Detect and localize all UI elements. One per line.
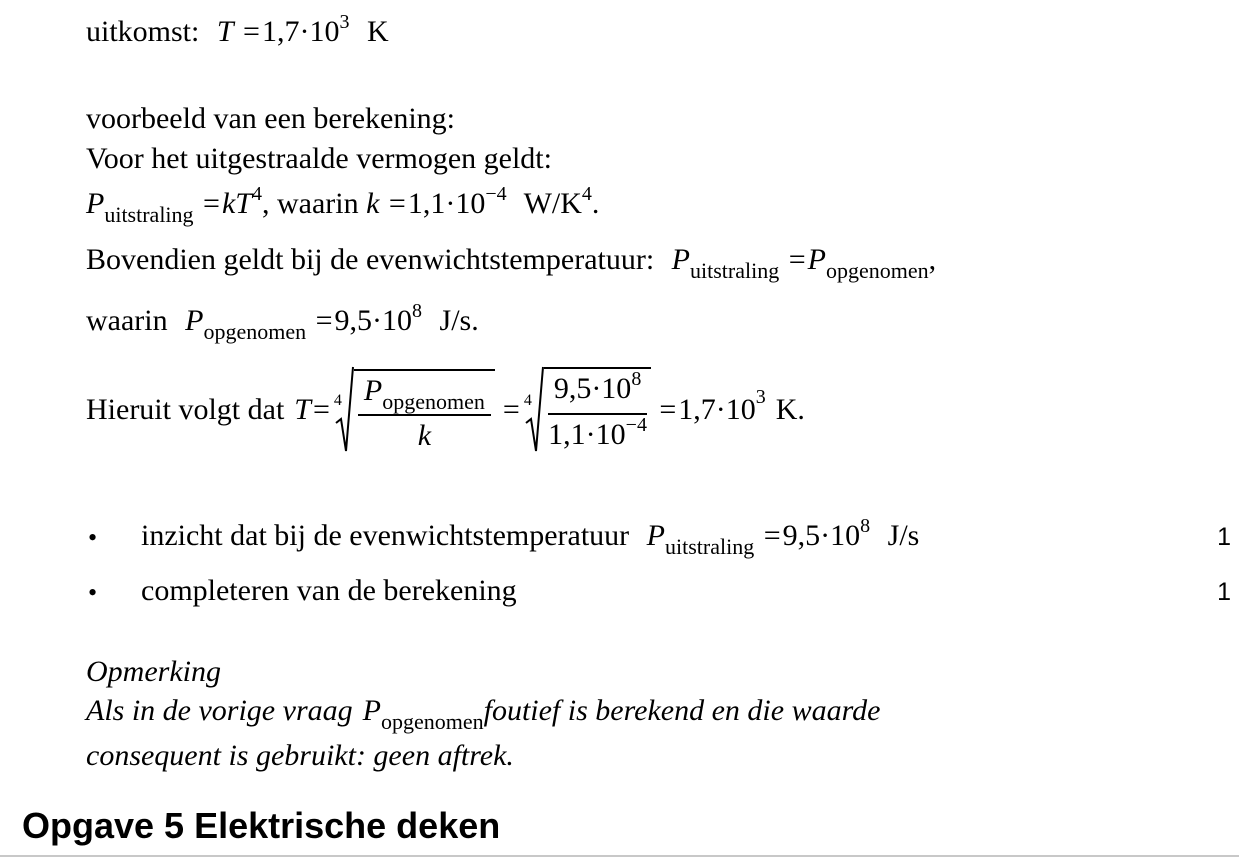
root-content-2 xyxy=(544,367,652,456)
root-index-1: 4 xyxy=(333,392,342,409)
result-mantissa: 1,7·10 xyxy=(678,393,756,426)
absorbed-sub: opgenomen xyxy=(203,319,307,344)
fraction-2-denominator xyxy=(548,415,647,456)
equilibrium-text: Bovendien geldt bij de evenwichtstemperatuur: xyxy=(86,243,655,276)
criterion-2-bullet: • xyxy=(88,578,98,607)
absorbed-line xyxy=(86,300,479,344)
remark-sub: opgenomen xyxy=(380,709,484,734)
power-k-eq: = xyxy=(388,187,406,220)
power-k-unit-exp: 4 xyxy=(581,183,592,205)
equilibrium-sub1: uitstraling xyxy=(690,258,780,283)
example-heading: voorbeeld van een berekening: xyxy=(86,102,456,135)
power-exp: 4 xyxy=(251,183,262,205)
power-sub: uitstraling xyxy=(104,202,194,227)
den2-exp: −4 xyxy=(625,413,647,436)
result-eq3: = xyxy=(659,393,677,426)
criterion-1-P: P xyxy=(646,519,665,552)
outcome-mantissa: 1,7·10 xyxy=(261,15,340,48)
absorbed-P: P xyxy=(185,304,204,337)
outcome-exp: 3 xyxy=(339,11,350,33)
criterion-2-score: 1 xyxy=(1217,578,1231,606)
power-kT: kT xyxy=(221,187,252,220)
fraction-2-numerator xyxy=(548,367,648,415)
criterion-1-sub: uitstraling xyxy=(665,534,755,559)
power-k-unit: W/K xyxy=(523,187,582,220)
fraction-1-denominator: k xyxy=(417,418,432,452)
result-eq1: = xyxy=(312,393,330,426)
equilibrium-eq: = xyxy=(788,243,806,276)
equilibrium-P1: P xyxy=(671,243,690,276)
result-unit: K. xyxy=(775,393,805,426)
remark-P: P xyxy=(362,694,381,727)
result-eq2: = xyxy=(502,393,520,426)
result-T: T xyxy=(294,393,311,426)
power-P: P xyxy=(86,187,105,220)
result-formula xyxy=(86,360,805,460)
absorbed-mantissa: 9,5·10 xyxy=(334,304,413,337)
power-k: k xyxy=(366,187,380,220)
remark-line-1-b: foutief is berekend en die waarde xyxy=(483,694,881,727)
absorbed-exp: 8 xyxy=(412,300,423,322)
remark-line-2: consequent is gebruikt: geen aftrek. xyxy=(86,739,514,772)
power-k-exp: −4 xyxy=(485,183,507,205)
section-heading: Opgave 5 Elektrische deken xyxy=(22,805,501,846)
fraction-1-numerator xyxy=(358,373,491,416)
power-period: . xyxy=(591,187,600,220)
result-exp: 3 xyxy=(755,386,766,408)
equilibrium-sub2: opgenomen xyxy=(825,258,929,283)
num2-exp: 8 xyxy=(631,367,642,390)
num2-mantissa: 9,5·10 xyxy=(553,371,632,405)
equilibrium-line xyxy=(86,242,937,283)
root-index-2: 4 xyxy=(523,391,532,409)
criterion-1-bullet: • xyxy=(88,523,98,552)
criterion-1-label: inzicht dat bij de evenwichtstemperatuur xyxy=(141,519,630,552)
remark-line-1-a: Als in de vorige vraag xyxy=(86,694,353,727)
criterion-1-exp: 8 xyxy=(860,515,871,537)
root-content-1 xyxy=(354,369,495,454)
den2-mantissa: 1,1·10 xyxy=(548,417,626,451)
num1-P: P xyxy=(363,373,383,407)
fraction-2 xyxy=(548,367,648,456)
fourth-root-2 xyxy=(524,365,652,456)
fraction-1 xyxy=(358,373,491,454)
criterion-1-score: 1 xyxy=(1217,523,1231,551)
fourth-root-1 xyxy=(334,365,495,455)
outcome-label: uitkomst: xyxy=(86,15,200,48)
equilibrium-P2: P xyxy=(807,243,826,276)
criterion-1-text xyxy=(141,515,920,559)
absorbed-eq: = xyxy=(315,304,333,337)
criterion-1-eq: = xyxy=(763,519,781,552)
remark-line-1 xyxy=(86,693,881,734)
outcome-unit: K xyxy=(366,15,389,48)
criterion-1-unit: J/s xyxy=(887,519,920,552)
absorbed-waarin: waarin xyxy=(86,304,168,337)
outcome-var: T xyxy=(216,15,234,48)
power-k-mantissa: 1,1·10 xyxy=(407,187,486,220)
power-waarin: , waarin xyxy=(261,187,359,220)
result-text: Hieruit volgt dat xyxy=(86,393,285,426)
equilibrium-comma: , xyxy=(928,243,937,276)
num1-sub: opgenomen xyxy=(382,388,485,414)
bottom-divider xyxy=(0,855,1239,857)
outcome-line xyxy=(86,11,389,53)
criterion-1-mantissa: 9,5·10 xyxy=(782,519,861,552)
absorbed-unit: J/s. xyxy=(439,304,479,337)
power-eq: = xyxy=(203,187,220,220)
power-formula xyxy=(86,183,600,227)
power-intro: Voor het uitgestraalde vermogen geldt: xyxy=(86,142,552,175)
remark-title: Opmerking xyxy=(86,655,221,688)
criterion-2-text: completeren van de berekening xyxy=(141,574,517,607)
outcome-eq: = xyxy=(243,15,260,48)
